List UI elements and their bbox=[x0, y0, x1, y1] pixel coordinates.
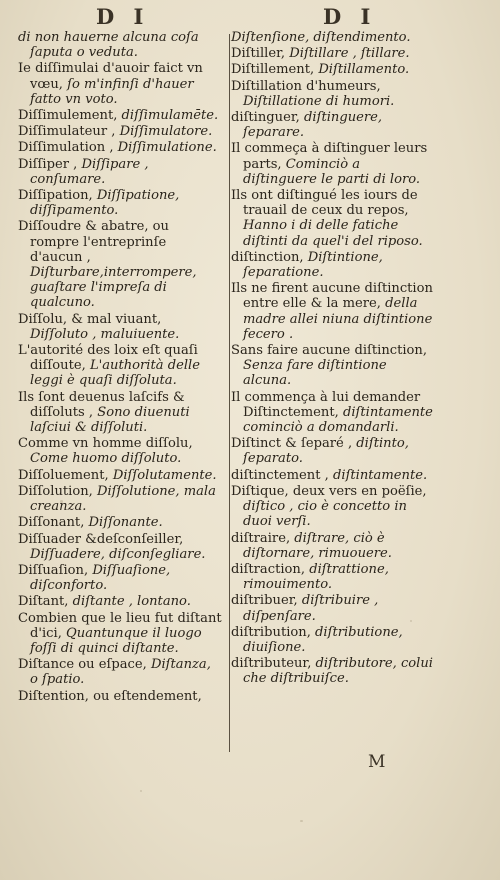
entry-italian: Senza fare diſtintione alcuna. bbox=[243, 358, 387, 389]
right-column bbox=[231, 30, 436, 688]
entry-italian: diſtrattione, rimouimento. bbox=[243, 561, 389, 593]
entry-french: L'autorité des loix eſt quaſi diſſoute, bbox=[18, 343, 198, 374]
entry-french: Diſſuaſion, bbox=[18, 562, 89, 578]
entry-italian: Diſſuadere, diſconſegliare. bbox=[30, 546, 206, 562]
entry-italian: Diſſolutamente. bbox=[112, 467, 217, 483]
entry-french: Diſſimulation , bbox=[18, 140, 114, 156]
entry-french: Diſſuader &deſconſeiller, bbox=[18, 531, 184, 547]
entry-italian: Diſſimulatione. bbox=[117, 140, 217, 156]
entry-italian: diſtante , lontano. bbox=[72, 594, 191, 610]
entry-italian: diſſimulamēte. bbox=[121, 108, 219, 124]
entry-french: diſtraire, bbox=[231, 530, 291, 546]
dictionary-entry bbox=[231, 468, 436, 483]
entry-italian: diſtributore, colui che diſtribuiſce. bbox=[243, 656, 433, 687]
dictionary-entry bbox=[231, 343, 436, 389]
dictionary-entry bbox=[18, 108, 222, 123]
dictionary-entry bbox=[231, 281, 436, 342]
entry-french: Diſtillation d'humeurs, bbox=[231, 78, 381, 94]
entry-french: Ils ne firent aucune diſtinction entre elle & la mere, bbox=[231, 281, 433, 312]
entry-italian: diſtinto, ſeparato. bbox=[243, 436, 409, 467]
entry-french: Diſtance ou eſpace, bbox=[18, 657, 147, 673]
column-divider bbox=[229, 34, 230, 752]
dictionary-entry bbox=[18, 436, 222, 466]
running-header-left: D I bbox=[96, 4, 150, 29]
entry-italian: Sono diuenuti laſciui & diſſoluti. bbox=[30, 404, 190, 436]
entry-italian: Diſtillatione di humori. bbox=[243, 93, 395, 109]
dictionary-entry bbox=[18, 484, 222, 514]
entry-french: diſtribution, bbox=[231, 624, 311, 640]
entry-french: Diſtant, bbox=[18, 594, 69, 610]
entry-french: diſtributeur, bbox=[231, 656, 312, 672]
entry-italian: Cominciò a diſtinguere le parti di loro. bbox=[243, 156, 421, 187]
entry-italian: Diſtillamento. bbox=[318, 62, 410, 78]
entry-french: Ils ſont deuenus laſcifs & diſſoluts , bbox=[18, 389, 185, 420]
entry-french: Il commença à lui demander Diſtinctement, bbox=[231, 389, 421, 420]
entry-italian: Diſtanza, o ſpatio. bbox=[30, 657, 211, 688]
dictionary-entry bbox=[18, 343, 222, 389]
entry-italian: diſtribuire , diſpenſare. bbox=[243, 593, 379, 624]
dictionary-entry bbox=[231, 188, 436, 249]
dictionary-entry bbox=[231, 484, 436, 530]
dictionary-entry bbox=[18, 140, 222, 155]
entry-french: diſtraction, bbox=[231, 561, 306, 577]
entry-italian: diſtrare, ciò è diſtornare, rimuouere. bbox=[243, 530, 392, 561]
dictionary-entry bbox=[231, 625, 436, 655]
dictionary-entry bbox=[231, 593, 436, 623]
dictionary-entry bbox=[231, 436, 436, 466]
running-header-right: D I bbox=[323, 4, 377, 29]
entry-french: Diſtiller, bbox=[231, 46, 286, 62]
dictionary-entry bbox=[231, 250, 436, 280]
entry-french: Diſſoudre & abatre, ou rompre l'entreprinſe d'aucun , bbox=[18, 219, 169, 265]
entry-italian: Diſſuaſione, diſconforto. bbox=[30, 562, 171, 594]
entry-italian: Diſſipare , conſumare. bbox=[30, 156, 149, 187]
dictionary-entry bbox=[231, 531, 436, 561]
dictionary-entry bbox=[18, 594, 222, 609]
entry-french: Diſſipation, bbox=[18, 188, 93, 204]
entry-italian: Diſſolutione, mala creanza. bbox=[30, 483, 216, 515]
dictionary-entry bbox=[18, 532, 222, 562]
entry-french: Diſtinct & ſeparé , bbox=[231, 436, 353, 452]
dictionary-entry bbox=[231, 62, 436, 77]
entry-italian: di non hauerne alcuna coſa ſaputa o veduta. bbox=[18, 30, 199, 61]
entry-italian: Diſſonante. bbox=[88, 515, 163, 531]
entry-french: diſtinctement , bbox=[231, 467, 329, 483]
dictionary-entry bbox=[18, 188, 222, 218]
entry-italian: diſtinguere, ſeparare. bbox=[243, 110, 383, 141]
entry-french: Diſſimulateur , bbox=[18, 124, 116, 140]
entry-french: Ils ont diſtingué les iours de trauail de ceux du repos, bbox=[231, 188, 418, 219]
dictionary-entry bbox=[18, 390, 222, 436]
dictionary-entry bbox=[18, 157, 222, 187]
dictionary-entry bbox=[18, 30, 222, 60]
dictionary-entry bbox=[231, 79, 436, 109]
entry-italian: Diſturbare,interrompere, guaſtare l'impreſa di qualcuno. bbox=[30, 265, 197, 311]
entry-italian: Diſtenſione, diſtendimento. bbox=[231, 30, 411, 45]
dictionary-entry bbox=[18, 124, 222, 139]
entry-italian: Diſtillare , ſtillare. bbox=[289, 46, 410, 62]
dictionary-entry bbox=[18, 219, 222, 310]
dictionary-entry bbox=[231, 562, 436, 592]
dictionary-entry bbox=[18, 312, 222, 342]
dictionary-entry bbox=[18, 61, 222, 107]
entry-italian: della madre allei niuna diſtintione fecero . bbox=[243, 296, 433, 342]
entry-italian: diſtintamente. bbox=[333, 467, 428, 483]
dictionary-entry bbox=[18, 657, 222, 687]
dictionary-entry bbox=[231, 656, 436, 686]
dictionary-entry bbox=[18, 515, 222, 530]
entry-french: diſtribuer, bbox=[231, 593, 298, 609]
entry-italian: diſtico , cio è concetto in duoi verſi. bbox=[243, 499, 407, 530]
left-column bbox=[18, 30, 222, 705]
signature-mark: M bbox=[368, 752, 386, 772]
entry-italian: ſo m'infinſi d'hauer fatto vn voto. bbox=[30, 76, 194, 107]
entry-french: Il commeça à diſtinguer leurs parts, bbox=[231, 141, 428, 172]
entry-french: Diſſiper , bbox=[18, 156, 78, 172]
dictionary-entry bbox=[231, 141, 436, 187]
entry-french: Ie diſſimulai d'auoir faict vn vœu, bbox=[18, 61, 203, 92]
entry-italian: Diſtintione, ſeparatione. bbox=[243, 249, 383, 281]
entry-french: Diſſoluement, bbox=[18, 467, 109, 483]
entry-french: Diſſimulement, bbox=[18, 108, 118, 124]
dictionary-entry bbox=[18, 468, 222, 483]
entry-french: Diſſonant, bbox=[18, 515, 85, 531]
entry-italian: Diſſimulatore. bbox=[119, 124, 213, 140]
entry-italian: Quantunque il luogo foſſi di quinci diſtante. bbox=[30, 625, 202, 656]
dictionary-entry bbox=[18, 563, 222, 593]
entry-italian: Come huomo diſſoluto. bbox=[30, 451, 182, 467]
entry-french: Diſſolution, bbox=[18, 483, 93, 499]
entry-italian: diſtributione, diuiſione. bbox=[243, 624, 403, 655]
entry-italian: Diſſipatione, diſſipamento. bbox=[30, 188, 180, 219]
dictionary-entry bbox=[231, 110, 436, 140]
entry-french: Diſtique, deux vers en poëſie, bbox=[231, 483, 427, 499]
dictionary-entry bbox=[231, 390, 436, 436]
entry-french: Combien que le lieu fut diſtant d'ici, bbox=[18, 610, 222, 641]
entry-italian: Hanno i di delle fatiche diſtinti da quel'i del riposo. bbox=[243, 218, 423, 249]
entry-french: Sans faire aucune diſtinction, bbox=[231, 343, 428, 359]
entry-italian: Diſſoluto , maluiuente. bbox=[30, 326, 180, 342]
entry-italian: diſtintamente cominciò a domandarli. bbox=[243, 404, 433, 436]
entry-french: Diſtillement, bbox=[231, 62, 315, 78]
entry-french: Diſtention, ou eſtendement, bbox=[18, 688, 202, 704]
dictionary-entry bbox=[18, 689, 222, 704]
entry-french: Comme vn homme diſſolu, bbox=[18, 436, 193, 452]
entry-french: Diſſolu, & mal viuant, bbox=[18, 311, 162, 327]
dictionary-entry bbox=[231, 30, 436, 45]
entry-italian: L'authorità delle leggi è quaſi diſſoluta. bbox=[30, 358, 200, 389]
entry-french: diſtinguer, bbox=[231, 110, 300, 126]
dictionary-entry bbox=[18, 611, 222, 657]
dictionary-entry bbox=[231, 46, 436, 61]
entry-french: diſtinction, bbox=[231, 249, 304, 265]
